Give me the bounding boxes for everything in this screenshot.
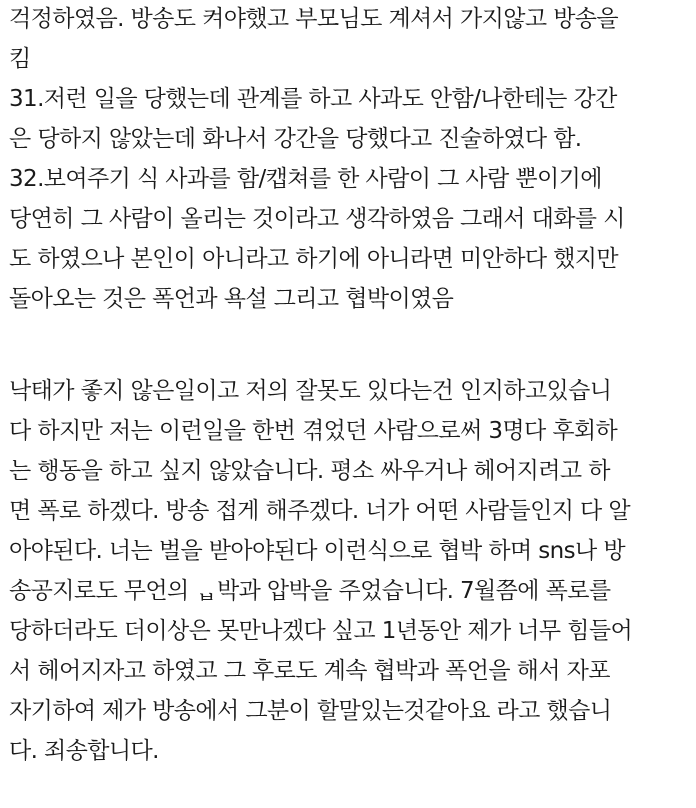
text-line: 송공지로도 무언의 ᆸ박과 압박을 주었습니다. 7월쯤에 폭로를 <box>9 578 611 604</box>
text-line: 다. 죄송합니다. <box>9 738 159 764</box>
text-line: 낙태가 좋지 않은일이고 저의 잘못도 있다는건 인지하고있습니 <box>9 378 612 404</box>
text-line: 아야된다. 너는 벌을 받아야된다 이런식으로 협박 하며 sns나 방 <box>9 538 625 564</box>
text-line: 자기하여 제가 방송에서 그분이 할말있는것같아요 라고 했습니 <box>9 698 612 724</box>
text-line: 32.보여주기 식 사과를 함/캡쳐를 한 사람이 그 사람 뿐이기에 <box>9 166 602 192</box>
text-line: 면 폭로 하겠다. 방송 접게 해주겠다. 너가 어떤 사람들인지 다 알 <box>9 498 630 524</box>
text-line: 돌아오는 것은 폭언과 욕설 그리고 협박이였음 <box>9 286 454 312</box>
text-line: 은 당하지 않았는데 화나서 강간을 당했다고 진술하였다 함. <box>9 126 582 152</box>
text-line: 당연히 그 사람이 올리는 것이라고 생각하였음 그래서 대화를 시 <box>9 206 625 232</box>
text-line: 킴 <box>9 46 31 72</box>
text-line: 는 행동을 하고 싶지 않았습니다. 평소 싸우거나 헤어지려고 하 <box>9 458 610 484</box>
text-line: 31.저런 일을 당했는데 관계를 하고 사과도 안함/나한테는 강간 <box>9 86 617 112</box>
text-line: 다 하지만 저는 이런일을 한번 겪었던 사람으로써 3명다 후회하 <box>9 418 618 444</box>
text-line: 서 헤어지자고 하였고 그 후로도 계속 협박과 폭언을 해서 자포 <box>9 658 610 684</box>
text-line: 당하더라도 더이상은 못만나겠다 싶고 1년동안 제가 너무 힘들어 <box>9 618 633 644</box>
text-line: 걱정하였음. 방송도 켜야했고 부모님도 계셔서 가지않고 방송을 <box>9 6 619 32</box>
text-line: 도 하였으나 본인이 아니라고 하기에 아니라면 미안하다 했지만 <box>9 246 619 272</box>
